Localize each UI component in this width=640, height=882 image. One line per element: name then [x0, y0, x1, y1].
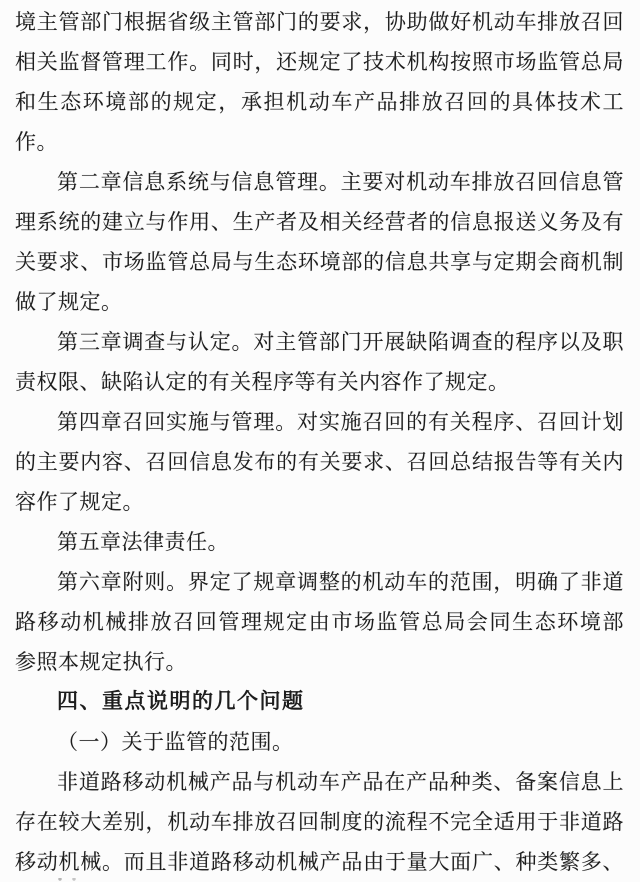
- text-line: 和生态环境部的规定，承担机动车产品排放召回的具体技术工: [15, 90, 624, 114]
- text-line: 非道路移动机械产品与机动车产品在产品种类、备案信息上: [57, 770, 624, 794]
- subsection-heading: （一）关于监管的范围。: [57, 730, 294, 754]
- text-line: 第六章附则。界定了规章调整的机动车的范围，明确了非道: [57, 570, 624, 594]
- text-line: 关要求、市场监管总局与生态环境部的信息共享与定期会商机制: [15, 250, 624, 274]
- text-line: 移动机械。而且非道路移动机械产品由于量大面广、种类繁多、: [15, 850, 624, 874]
- text-line: 存在较大差别，机动车排放召回制度的流程不完全适用于非道路: [15, 810, 624, 834]
- text-line: 的主要内容、召回信息发布的有关要求、召回总结报告等有关内: [15, 450, 624, 474]
- text-line: 第二章信息系统与信息管理。主要对机动车排放召回信息管: [57, 170, 624, 194]
- text-line: 第五章法律责任。: [57, 530, 229, 554]
- section-heading: 四、重点说明的几个问题: [57, 690, 305, 713]
- text-line: 境主管部门根据省级主管部门的要求，协助做好机动车排放召回: [15, 10, 624, 34]
- text-line: 参照本规定执行。: [15, 650, 187, 674]
- text-line: 相关监督管理工作。同时，还规定了技术机构按照市场监管总局: [15, 50, 624, 74]
- text-line: 责权限、缺陷认定的有关程序等有关内容作了规定。: [15, 370, 510, 394]
- text-line: 做了规定。: [15, 290, 123, 314]
- text-line: 作。: [15, 130, 58, 154]
- cut-off-line-remnant: [56, 878, 82, 881]
- text-line: 理系统的建立与作用、生产者及相关经营者的信息报送义务及有: [15, 210, 624, 234]
- text-line: 第四章召回实施与管理。对实施召回的有关程序、召回计划: [57, 410, 624, 434]
- text-line: 第三章调查与认定。对主管部门开展缺陷调查的程序以及职: [57, 330, 624, 354]
- text-line: 路移动机械排放召回管理规定由市场监管总局会同生态环境部: [15, 610, 624, 634]
- text-line: 容作了规定。: [15, 490, 144, 514]
